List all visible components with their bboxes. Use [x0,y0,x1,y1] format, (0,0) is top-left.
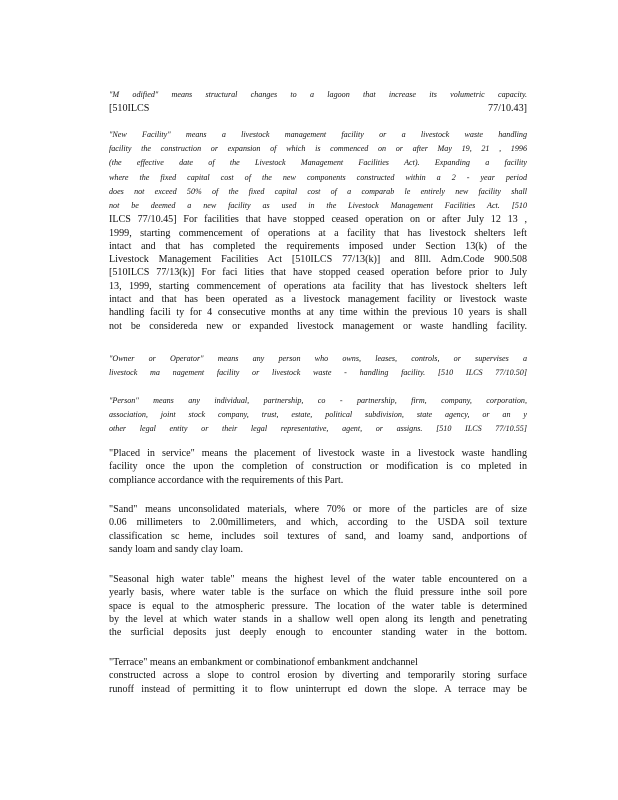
text-line: by the level at which water stands in a shallow well open along its length and penetrating [109,613,527,625]
text-line: livestock ma nagement facility or livestock waste - handling facility. [510 ILCS 77/10.50] [109,368,527,378]
text-line: facility the construction or expansion of which is commenced on or after May 19, 21 , 1996 [109,144,527,154]
text-line: not be deemed a new facility as used in the Livestock Management Facilities Act. [510 [109,201,527,211]
text-line: intact and that has been operated as a livestock management facility or livestock waste [109,294,527,305]
text-line: 1999, starting commencement of operations at a facility that has livestock shelters left [109,227,527,239]
text-line: 13, 1999, starting commencement of operations ata facility that has livestock shelters left [109,280,527,292]
text-line: sandy loam and sandy clay loam. [109,543,243,555]
definition-modified [109,88,527,116]
text-line: "Placed in service" means the placement of livestock waste in a livestock waste handling [109,448,527,459]
text-line: [510ILCS 77/10.43] [109,103,527,115]
definition-owner-or-operator [109,352,527,380]
text-line: intact and that has completed the requirements imposed under Section 13(k) of the [109,240,527,252]
text-line: "Person" means any individual, partnership, co - partnership, firm, company, corporation, [109,396,527,405]
text-line: [510ILCS 77/13(k)] For faci lities that have stopped ceased operation before prior to July [109,267,527,279]
definition-new-facility [109,128,527,333]
text-line: "New Facility" means a livestock management facility or a livestock waste handling [109,130,527,139]
text-line: not be considereda new or expanded livestock management or waste handling facility. [109,320,527,332]
text-line: space is equal to the atmospheric pressure. The location of the water table is determined [109,600,527,612]
text-line: Livestock Management Facilities Act [510ILCS 77/13(k)] and 8Ill. Adm.Code 900.508 [109,254,527,266]
text-line: ILCS 77/10.45] For facilities that have stopped ceased operation on or after July 12 13 , [109,214,527,226]
text-line: "Terrace" means an embankment or combinationof embankment andchannel [109,657,418,668]
definition-placed-in-service [109,447,527,487]
text-line: the surficial deposits just deeply enough to encounter standing water in the bottom. [109,627,527,639]
text-line: constructed across a slope to control erosion by diverting and temporarily storing surface [109,670,527,682]
text-line: "M odified" means structural changes to a lagoon that increase its volumetric capacity. [109,90,527,99]
text-line: compliance accordance with the requirements of this Part. [109,474,344,486]
text-line: "Owner or Operator" means any person who owns, leases, controls, or supervises a [109,354,527,363]
text-line: handling facili ty for 4 consecutive months at any time within the previous 10 years is shall [109,307,527,319]
text-line: 0.06 millimeters to 2.00millimeters, and which, according to the USDA soil texture [109,517,527,529]
text-line: (the effective date of the Livestock Management Facilities Act). Expanding a facility [109,158,527,168]
text-line: yearly basis, where water table is the surface on which the fluid pressure inthe soil pore [109,587,527,599]
definition-seasonal-high-water-table [109,573,527,639]
text-line: "Seasonal high water table" means the highest level of the water table encountered on a [109,574,527,585]
text-line: facility once the upon the completion of construction or modification is co mpleted in [109,461,527,473]
text-line: does not exceed 50% of the fixed capital cost of a comparab le entirely new facility shall [109,186,527,196]
text-line: where the fixed capital cost of the new components constructed within a 2 - year period [109,172,527,182]
definition-sand [109,503,527,556]
text-line: runoff instead of permitting it to flow uninterrupt ed down the slope. A terrace may be [109,683,527,695]
text-line: other legal entity or their legal representative, agent, or assigns. [510 ILCS 77/10.55] [109,424,527,434]
text-line: classification sc heme, includes soil textures of sand, and loamy sand, andportions of [109,530,527,542]
definition-person [109,394,527,437]
text-line: association, joint stock company, trust, estate, political subdivision, state agency, or an y [109,410,527,420]
text-line: "Sand" means unconsolidated materials, where 70% or more of the particles are of size [109,504,527,515]
definition-terrace [109,656,527,696]
